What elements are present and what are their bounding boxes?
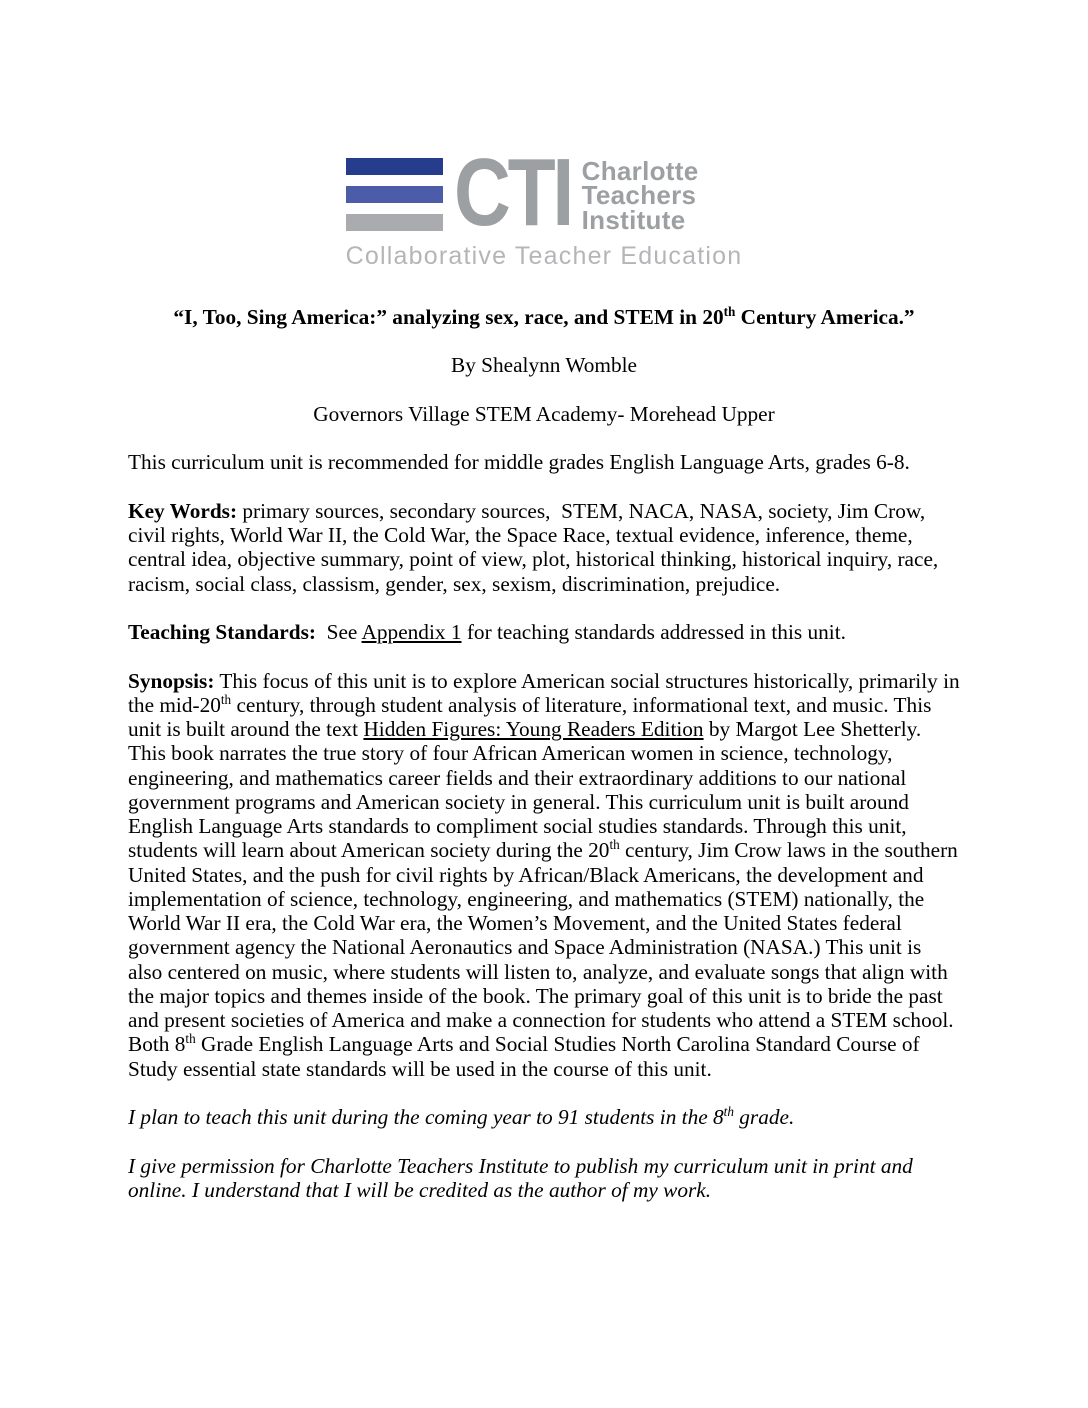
teaching-standards-pre: See: [315, 620, 362, 645]
unit-title-text: “I, Too, Sing America:” analyzing sex, race, and STEM in 20: [173, 304, 724, 329]
synopsis-paragraph: [128, 668, 965, 1081]
key-words-label: Key Words:: [128, 498, 238, 523]
plan-superscript: th: [723, 1104, 734, 1120]
key-words-paragraph: [128, 499, 960, 596]
teaching-standards-post: for teaching standards addressed in this unit.: [461, 620, 846, 645]
teaching-standards-paragraph: [128, 620, 960, 644]
logo-bar-dark-blue: [346, 158, 443, 175]
logo-org-name: [581, 156, 699, 235]
school-name-text: Governors Village STEM Academy- Morehead Upper: [313, 401, 775, 426]
unit-title-superscript: th: [723, 303, 736, 319]
author-byline-text: By Shealynn Womble: [450, 353, 637, 378]
synopsis-label: Synopsis:: [128, 668, 215, 693]
logo-org-name-line-2: Teachers: [581, 180, 697, 211]
plan-statement: [128, 1105, 960, 1129]
teaching-standards-label: Teaching Standards:: [128, 620, 316, 645]
synopsis-text-5: Grade English Language Arts and Social Studies North Carolina Standard Course of Study essential state standards will be used in the course of this unit.: [128, 1032, 925, 1081]
cti-logo: [345, 139, 743, 270]
cti-logo-top: [346, 139, 743, 246]
logo-bar-gray: [346, 214, 443, 231]
logo-org-name-line-3: Institute: [581, 204, 686, 235]
cti-acronym: CTI: [453, 139, 571, 246]
unit-title: [128, 305, 960, 329]
document-body: [128, 303, 965, 1202]
unit-title-text-end: Century America.”: [735, 304, 915, 329]
plan-statement-end: grade.: [733, 1105, 795, 1130]
key-words-list: primary sources, secondary sources, STEM, NACA, NASA, society, Jim Crow, civil rights, World War II, the Cold War, the Space Race, textual evidence, inference, theme, central idea, objective summary, point of view, plot, historical thinking, historical inquiry, race, racism, social class, classism, gender, sex, sexism, discrimination, prejudice.: [128, 498, 944, 596]
appendix-1-link[interactable]: Appendix 1: [361, 620, 462, 645]
plan-statement-text: I plan to teach this unit during the coming year to 91 students in the 8: [128, 1105, 724, 1130]
synopsis-text-4: century, Jim Crow laws in the southern United States, and the push for civil rights by African/Black Americans, the development and implementation of science, technology, engineering, and mathematics (STEM) nationally, the World War II era, the Cold War era, the Women’s Movement, and the United States federal government agency the National Aeronautics and Space Administration (NASA.) This unit is also centered on music, where students will listen to, analyze, and evaluate songs that align with the major topics and themes inside of the book. The primary goal of this unit is to bride the past and present societies of America and make a connection for students who attend a STEM school. Both 8: [128, 838, 964, 1057]
recommendation-text: This curriculum unit is recommended for middle grades English Language Arts, grades 6-8.: [128, 450, 910, 475]
permission-statement: [128, 1154, 960, 1203]
recommendation-paragraph: [128, 450, 960, 474]
synopsis-superscript-1: th: [220, 691, 232, 707]
synopsis-superscript-3: th: [185, 1031, 196, 1047]
logo-bars: [346, 158, 443, 231]
book-title-underlined: Hidden Figures: Young Readers Edition: [363, 717, 704, 742]
author-byline: [128, 353, 960, 377]
logo-org-name-line-1: Charlotte: [581, 156, 699, 186]
synopsis-text-3: by Margot Lee Shetterly. This book narrates the true story of four African American women in science, technology, engineering, and mathematics career fields and their extraordinary additions to our national government programs and American society in general. This curriculum unit is built around English Language Arts standards to compliment social studies standards. Through this unit, students will learn about American society during the 20: [128, 717, 927, 863]
logo-bar-mid-blue: [346, 186, 443, 203]
synopsis-superscript-2: th: [609, 837, 620, 853]
permission-statement-text: I give permission for Charlotte Teachers Institute to publish my curriculum unit in print and online. I understand that I will be credited as the author of my work.: [128, 1153, 919, 1202]
synopsis-text-2: century, through student analysis of literature, informational text, and music. This unit is built around the text: [128, 692, 937, 742]
logo-tagline: Collaborative Teacher Education: [345, 241, 743, 270]
synopsis-text-1: This focus of this unit is to explore American social structures historically, primarily in the mid-20: [128, 668, 965, 717]
school-name: [128, 402, 960, 426]
